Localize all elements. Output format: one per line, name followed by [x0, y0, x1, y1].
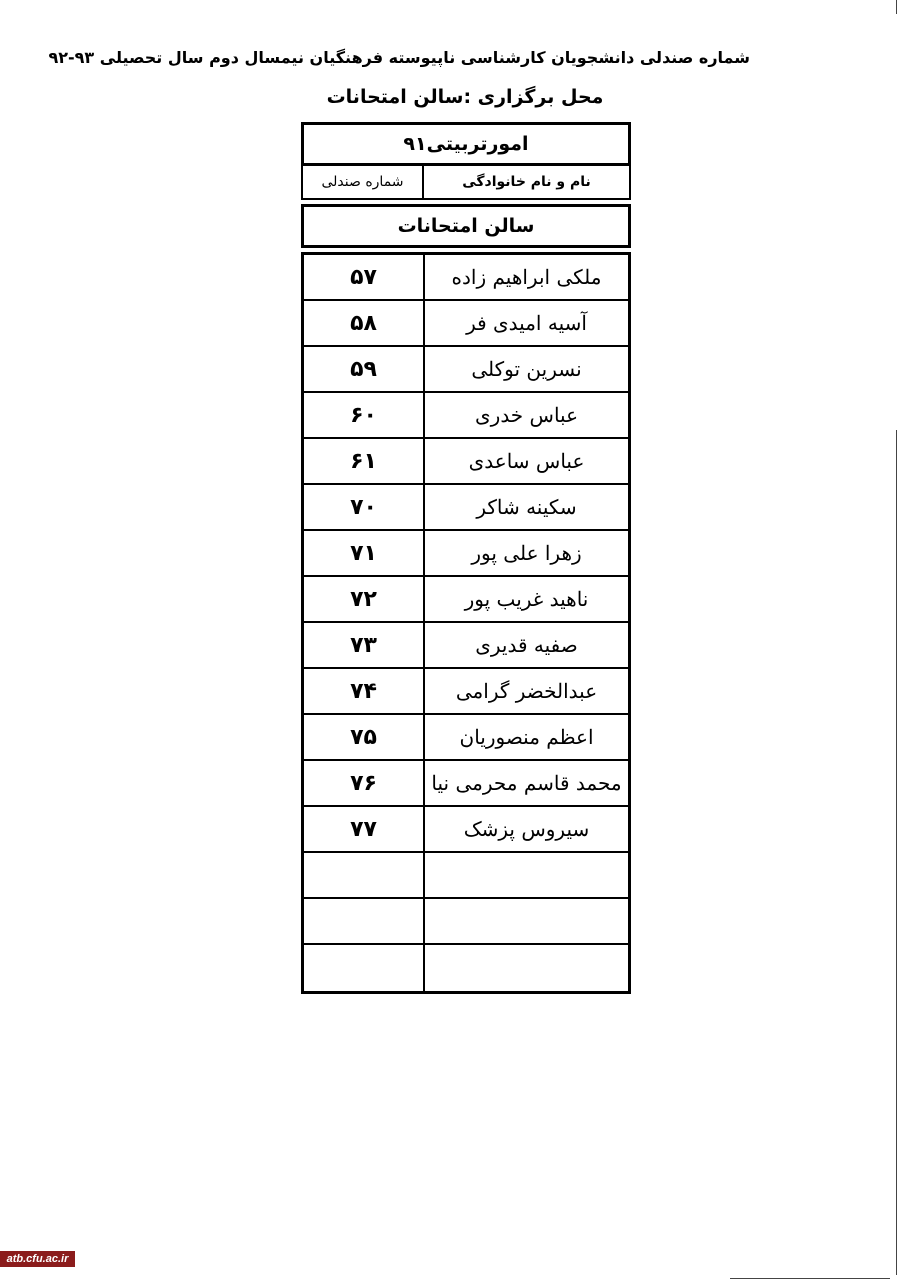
student-name: صفیه قدیری — [423, 623, 628, 667]
student-name: ملکی ابراهیم زاده — [423, 255, 628, 299]
table-row — [304, 761, 628, 807]
table-row — [304, 439, 628, 485]
table-row — [304, 347, 628, 393]
student-name: اعظم منصوریان — [423, 715, 628, 759]
student-name: عباس ساعدی — [423, 439, 628, 483]
empty-seat-cell — [304, 899, 423, 943]
student-name: نسرین توکلی — [423, 347, 628, 391]
table-row — [304, 669, 628, 715]
seat-number: ۵۸ — [350, 310, 377, 336]
hall-header: سالن امتحانات — [301, 204, 631, 248]
seat-number: ۷۳ — [350, 632, 377, 658]
empty-seat-cell — [304, 853, 423, 897]
seat-number: ۶۰ — [350, 402, 377, 428]
empty-seat-cell — [304, 945, 423, 991]
student-name: سیروس پزشک — [423, 807, 628, 851]
column-header-name: نام و نام خانوادگی — [422, 166, 629, 198]
seat-number: ۷۷ — [350, 816, 377, 842]
empty-row — [304, 853, 628, 899]
venue-heading: محل برگزاری :سالن امتحانات — [326, 86, 604, 108]
scan-edge-line — [730, 1278, 890, 1279]
table-row — [304, 715, 628, 761]
table-row — [304, 485, 628, 531]
scan-edge-line — [896, 0, 897, 14]
seat-number: ۷۶ — [350, 770, 377, 796]
seating-table — [301, 122, 631, 994]
table-row — [304, 807, 628, 853]
column-headers — [301, 166, 631, 200]
student-name: عباس خدری — [423, 393, 628, 437]
document-title: شماره صندلی دانشجویان کارشناسی ناپیوسته فرهنگیان نیمسال دوم سال تحصیلی ۹۳-۹۲ — [48, 48, 750, 67]
seat-number: ۷۲ — [350, 586, 377, 612]
seat-number: ۷۱ — [350, 540, 377, 566]
student-name: محمد قاسم محرمی نیا — [423, 761, 628, 805]
student-name: ناهید غریب پور — [423, 577, 628, 621]
table-row — [304, 623, 628, 669]
seat-number: ۶۱ — [350, 448, 377, 474]
student-name: عبدالخضر گرامی — [423, 669, 628, 713]
column-header-seat: شماره صندلی — [321, 174, 404, 190]
student-name: آسیه امیدی فر — [423, 301, 628, 345]
seat-number: ۷۴ — [350, 678, 377, 704]
table-row — [304, 393, 628, 439]
scan-edge-line — [896, 430, 897, 1275]
table-body — [301, 252, 631, 994]
table-row — [304, 255, 628, 301]
seat-number: ۵۷ — [350, 264, 377, 290]
seat-number: ۷۰ — [350, 494, 377, 520]
student-name: سکینه شاکر — [423, 485, 628, 529]
table-row — [304, 531, 628, 577]
empty-row — [304, 945, 628, 991]
student-name: زهرا علی پور — [423, 531, 628, 575]
table-row — [304, 577, 628, 623]
seat-number: ۷۵ — [350, 724, 377, 750]
empty-name-cell — [423, 899, 628, 943]
seat-number: ۵۹ — [350, 356, 377, 382]
empty-row — [304, 899, 628, 945]
table-row — [304, 301, 628, 347]
empty-name-cell — [423, 853, 628, 897]
site-watermark: atb.cfu.ac.ir — [0, 1251, 75, 1267]
group-header: امورتربیتی۹۱ — [301, 122, 631, 166]
empty-name-cell — [423, 945, 628, 991]
